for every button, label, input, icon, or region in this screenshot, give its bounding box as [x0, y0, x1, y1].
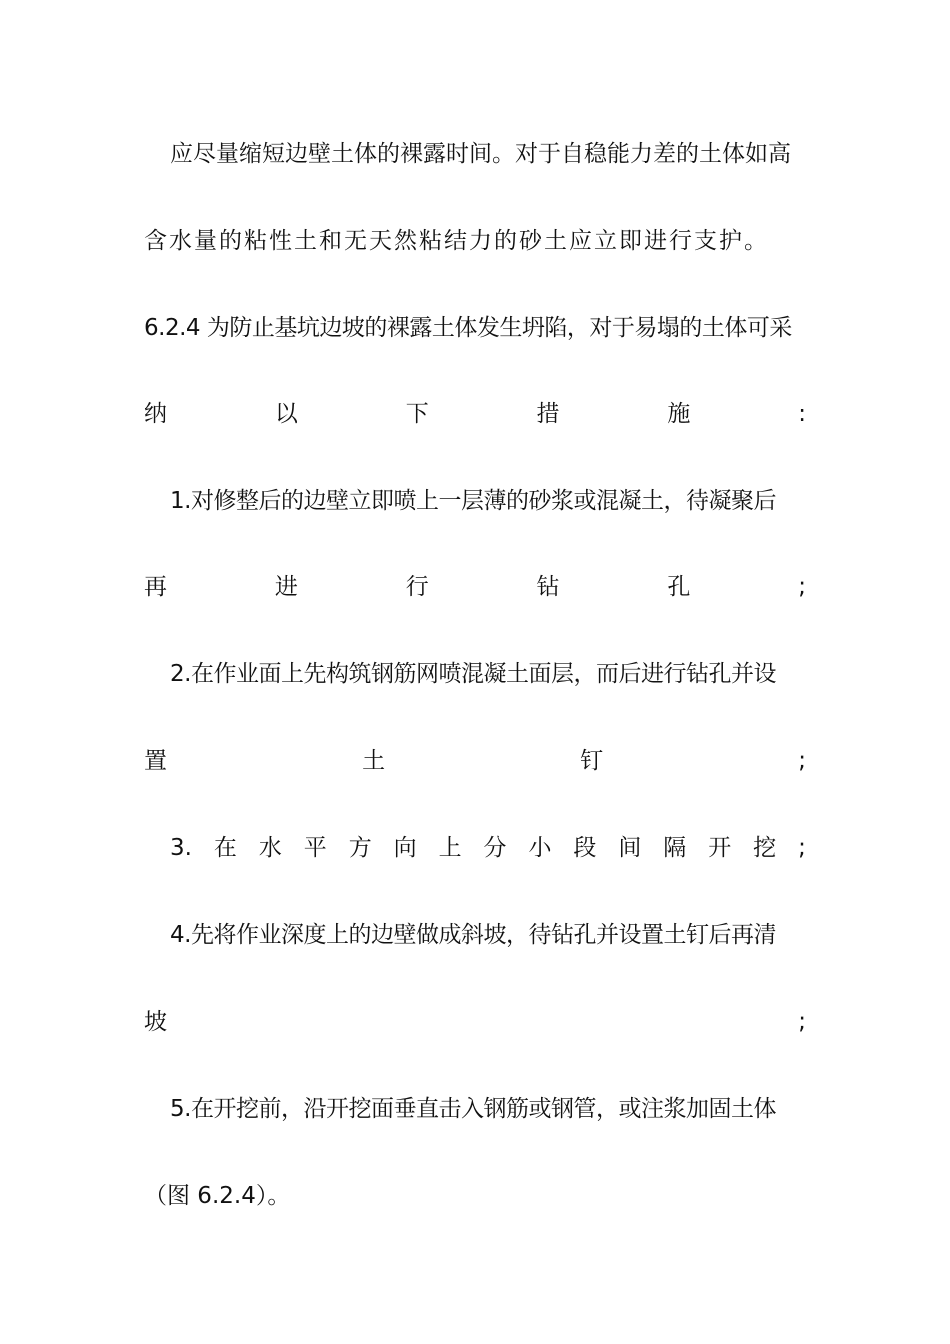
char: 行	[405, 574, 429, 600]
char: 孔	[667, 574, 691, 600]
paragraph-line-4	[144, 394, 806, 434]
char: 置	[144, 748, 167, 774]
char: 坡	[144, 1009, 167, 1035]
paragraph-line-2: 含水量的粘性土和无天然粘结力的砂土应立即进行支护。	[144, 228, 769, 254]
paragraph-line-9	[170, 828, 806, 868]
paragraph-line-3: 6.2.4 为防止基坑边坡的裸露土体发生坍陷，对于易塌的土体可采	[144, 315, 792, 341]
paragraph-line-11	[144, 1002, 806, 1042]
char: 分	[483, 835, 507, 861]
char: 间	[618, 835, 642, 861]
char: 施	[667, 401, 691, 427]
char: 隔	[663, 835, 687, 861]
char: 开	[708, 835, 732, 861]
char: 纳	[144, 401, 167, 427]
paragraph-line-5: 1.对修整后的边壁立即喷上一层薄的砂浆或混凝土，待凝聚后	[170, 488, 776, 514]
char: 进	[274, 574, 298, 600]
char: 向	[393, 835, 417, 861]
char: 段	[573, 835, 597, 861]
paragraph-line-12: 5.在开挖前，沿开挖面垂直击入钢筋或钢管，或注浆加固土体	[170, 1096, 776, 1122]
paragraph-line-10: 4.先将作业深度上的边壁做成斜坡，待钻孔并设置土钉后再清	[170, 922, 776, 948]
paragraph-line-1: 应尽量缩短边壁土体的裸露时间。对于自稳能力差的土体如高	[170, 141, 791, 167]
char: 以	[274, 401, 298, 427]
char: 再	[144, 574, 167, 600]
char: 水	[258, 835, 282, 861]
char: 下	[405, 401, 429, 427]
paragraph-line-8	[144, 741, 806, 781]
char: 方	[348, 835, 372, 861]
char: 3.	[170, 835, 192, 861]
char: 措	[536, 401, 560, 427]
char: 在	[213, 835, 237, 861]
char: 平	[303, 835, 327, 861]
char: 小	[528, 835, 552, 861]
char: ;	[798, 574, 806, 600]
char: :	[798, 401, 806, 427]
char: 钻	[536, 574, 560, 600]
paragraph-line-13: （图 6.2.4）。	[144, 1183, 291, 1209]
char: 钉	[580, 748, 604, 774]
char: 上	[438, 835, 462, 861]
char: ;	[798, 1009, 806, 1035]
paragraph-line-6	[144, 567, 806, 607]
paragraph-line-7: 2.在作业面上先构筑钢筋网喷混凝土面层，而后进行钻孔并设	[170, 661, 776, 687]
char: ;	[798, 748, 806, 774]
char: 挖	[753, 835, 777, 861]
char: ;	[798, 835, 806, 861]
char: 土	[362, 748, 386, 774]
